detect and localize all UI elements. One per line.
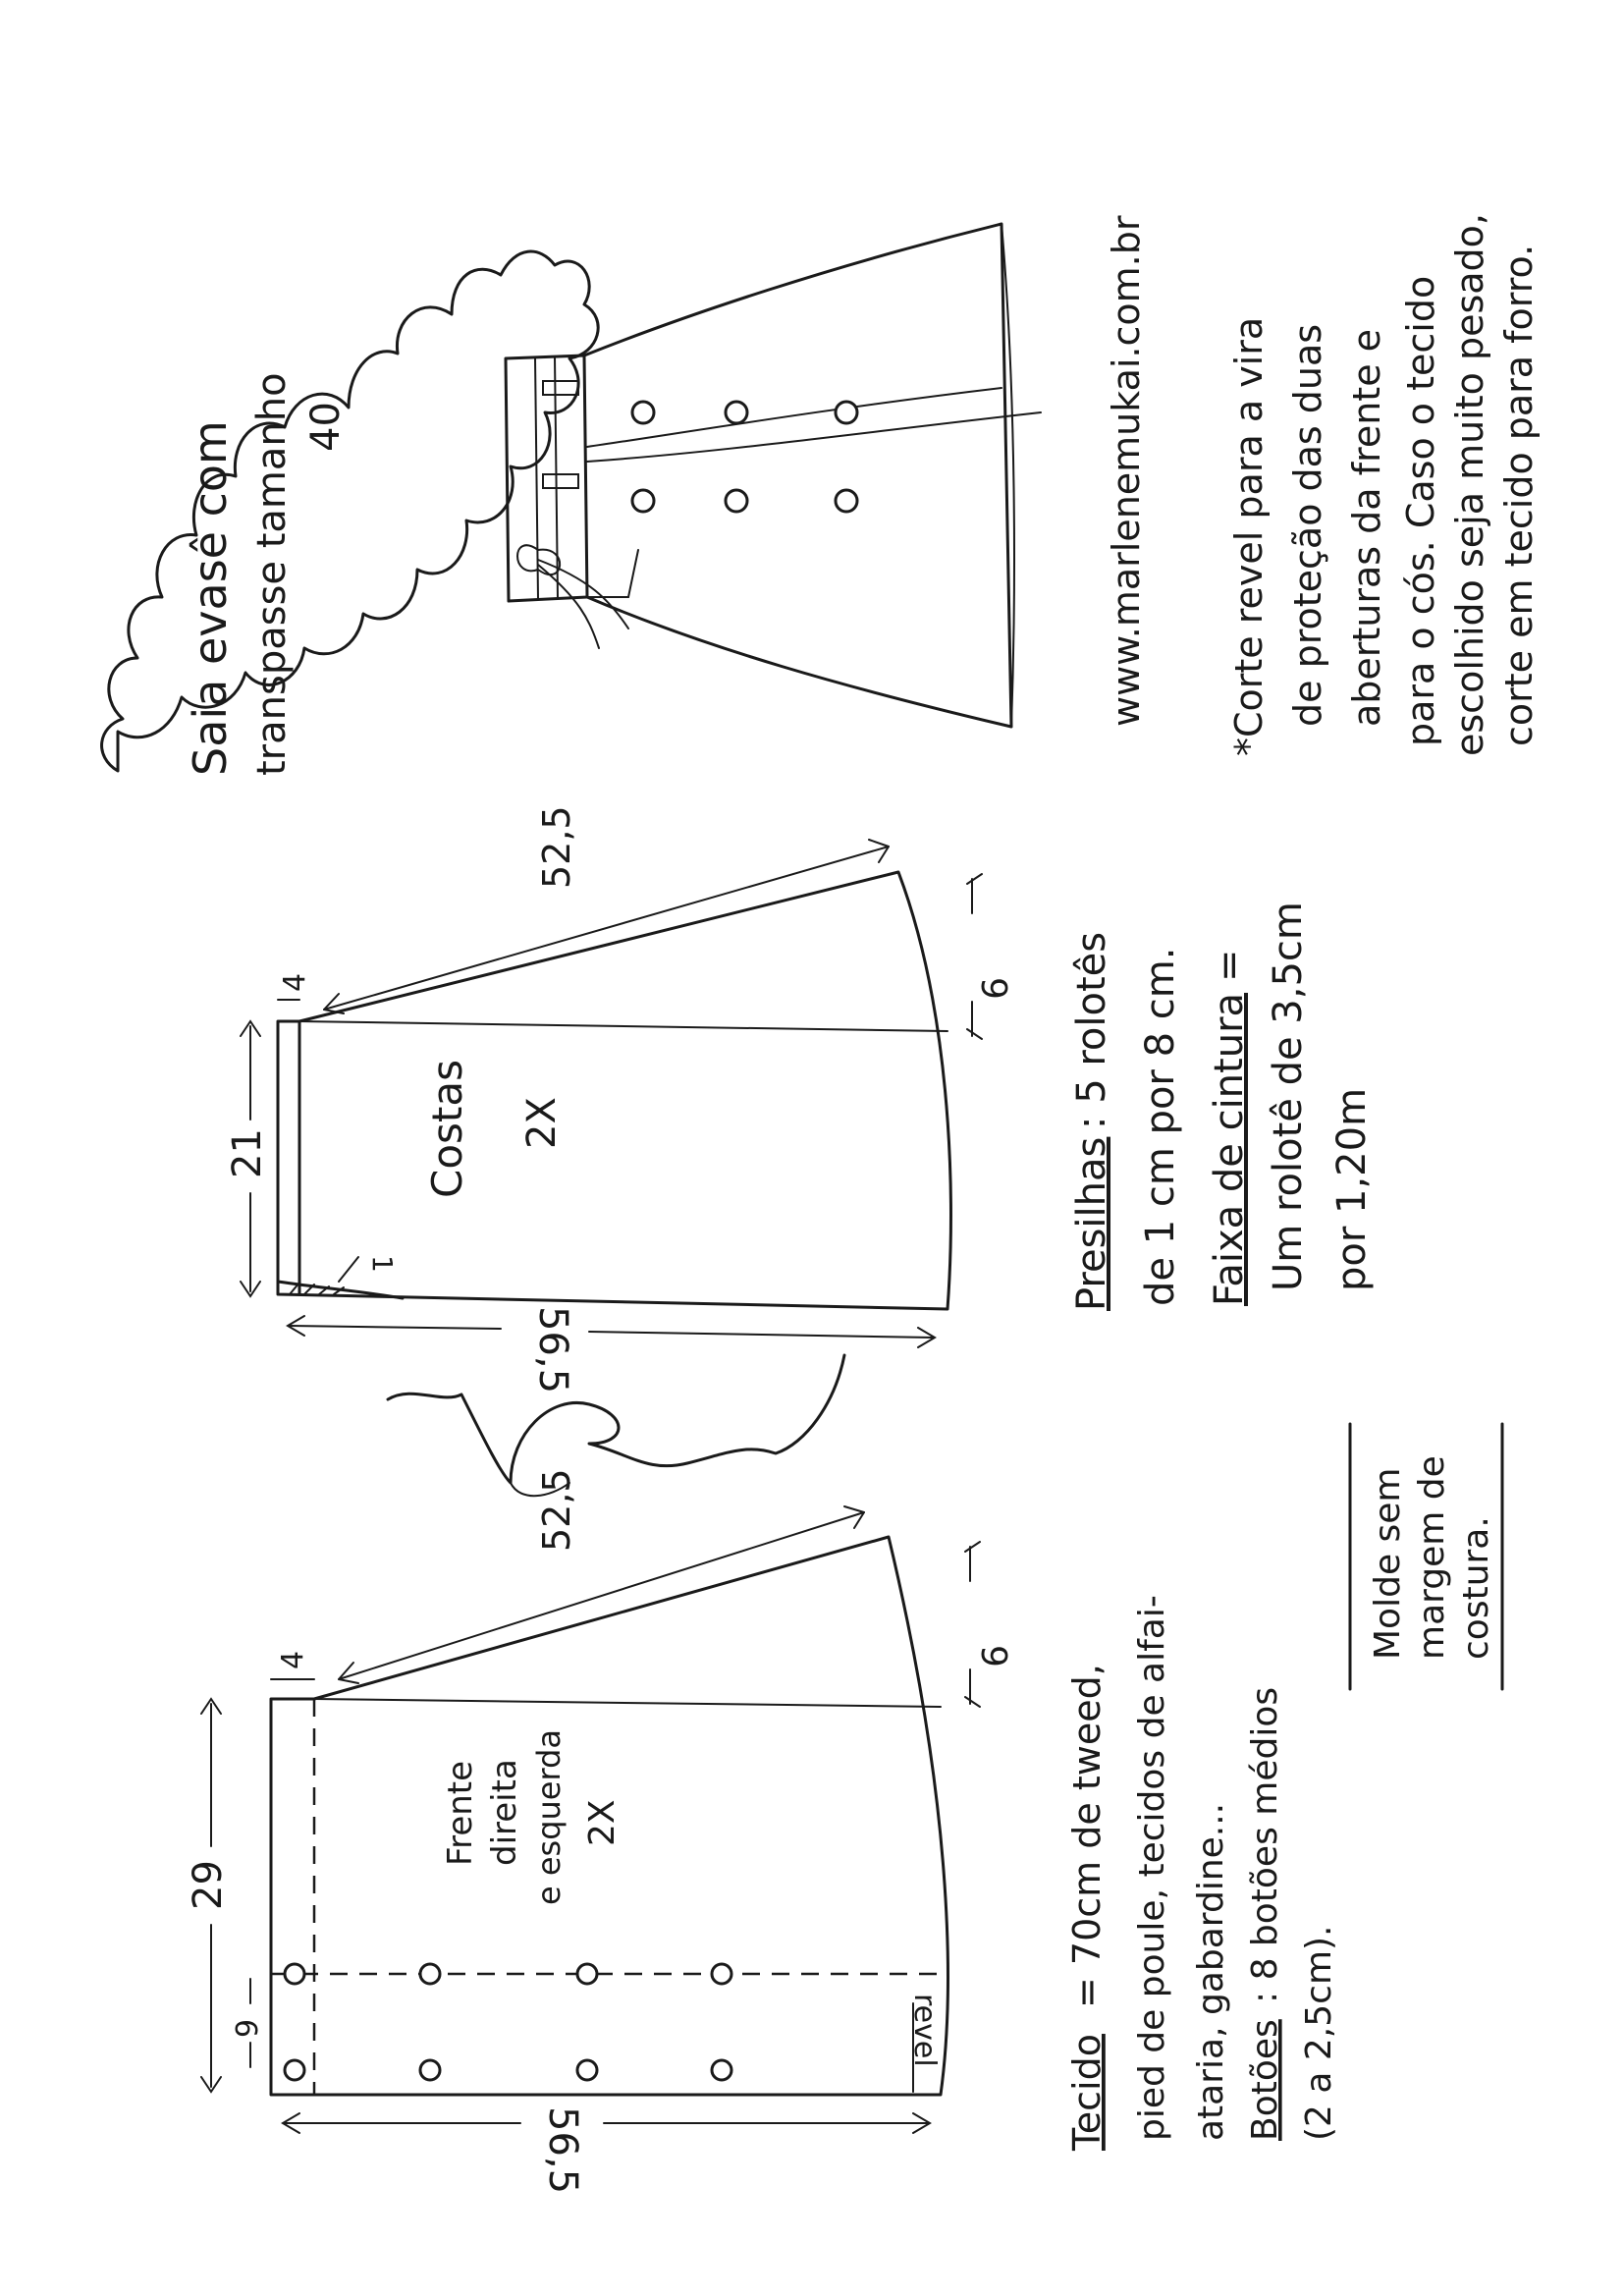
back-dim-height: 21 — [225, 1128, 270, 1178]
tecido-line-2: pied de poule, tecidos de alfai- — [1132, 1595, 1172, 2141]
presilhas-line-2: de 1 cm por 8 cm. — [1138, 947, 1183, 1306]
presilhas-line-1: : 5 rolotês — [1069, 931, 1114, 1129]
front-label-2: direita — [485, 1759, 524, 1866]
front-button — [712, 2060, 731, 2080]
tecido-line-3: ataria, gabardine... — [1191, 1802, 1231, 2141]
note-line-2: de proteção das duas — [1286, 323, 1329, 727]
title-line-1: Saia evasê com — [184, 420, 237, 776]
no-seam-line-2: margem de — [1412, 1455, 1452, 1660]
front-button — [285, 2060, 304, 2080]
faixa-line-2: Um rolotê de 3,5cm — [1266, 902, 1311, 1291]
botoes-label: Botões — [1245, 2019, 1285, 2141]
title-line-2: transpasse tamanho — [249, 372, 295, 776]
back-dim-waist-ext: 4 — [278, 972, 312, 992]
website-url: www.marlenemukai.com.br — [1105, 215, 1148, 727]
front-dim-hem-ext: 9 — [973, 1645, 1013, 1667]
front-dim-width: 56,5 — [540, 2106, 585, 2195]
back-dim-hem-ext: 9 — [973, 977, 1013, 1000]
front-label-1: Frente — [441, 1760, 480, 1866]
back-dim-top: 52,5 — [535, 805, 578, 889]
front-label-3: e esquerda — [530, 1728, 568, 1905]
tecido-label: Tecido — [1065, 2034, 1109, 2151]
front-button — [577, 1964, 597, 1984]
note-line-4: para o cós. Caso o tecido — [1399, 275, 1442, 746]
faixa-line-3: por 1,20m — [1329, 1087, 1375, 1291]
front-facing-label: revel — [907, 1994, 942, 2067]
botoes-line-1: : 8 botões médios — [1245, 1686, 1285, 2003]
front-dim-buttons: 9 — [231, 2018, 265, 2038]
front-dim-top: 52,5 — [535, 1468, 578, 1552]
back-dim-width: 56,5 — [530, 1306, 575, 1394]
front-button — [420, 1964, 440, 1984]
no-seam-line-3: costura. — [1456, 1516, 1496, 1660]
no-seam-line-1: Molde sem — [1368, 1467, 1408, 1660]
back-dim-curve: 1 — [366, 1255, 399, 1273]
faixa-line-1: = — [1207, 949, 1252, 982]
back-count: 2X — [519, 1097, 565, 1149]
front-count: 2X — [582, 1799, 623, 1846]
presilhas-label: Presilhas — [1069, 1136, 1114, 1311]
note-line-6: corte em tecido para forro. — [1497, 244, 1541, 746]
note-line-1: *Corte revel para a vira — [1227, 316, 1271, 756]
front-button — [577, 2060, 597, 2080]
front-dim-height: 29 — [186, 1860, 231, 1910]
front-button — [285, 1964, 304, 1984]
title-size: 40 — [303, 402, 349, 452]
note-line-3: aberturas da frente e — [1345, 328, 1388, 727]
botoes-line-2: (2 a 2,5cm). — [1299, 1925, 1339, 2141]
front-button — [420, 2060, 440, 2080]
note-line-5: escolhido seja muito pesado, — [1448, 213, 1491, 756]
faixa-label: Faixa de cintura — [1207, 992, 1252, 1306]
back-label: Costas — [423, 1060, 471, 1198]
front-button — [712, 1964, 731, 1984]
front-dim-waist-ext: 4 — [276, 1650, 310, 1669]
tecido-line-1: = 70cm de tweed, — [1065, 1664, 1109, 2008]
